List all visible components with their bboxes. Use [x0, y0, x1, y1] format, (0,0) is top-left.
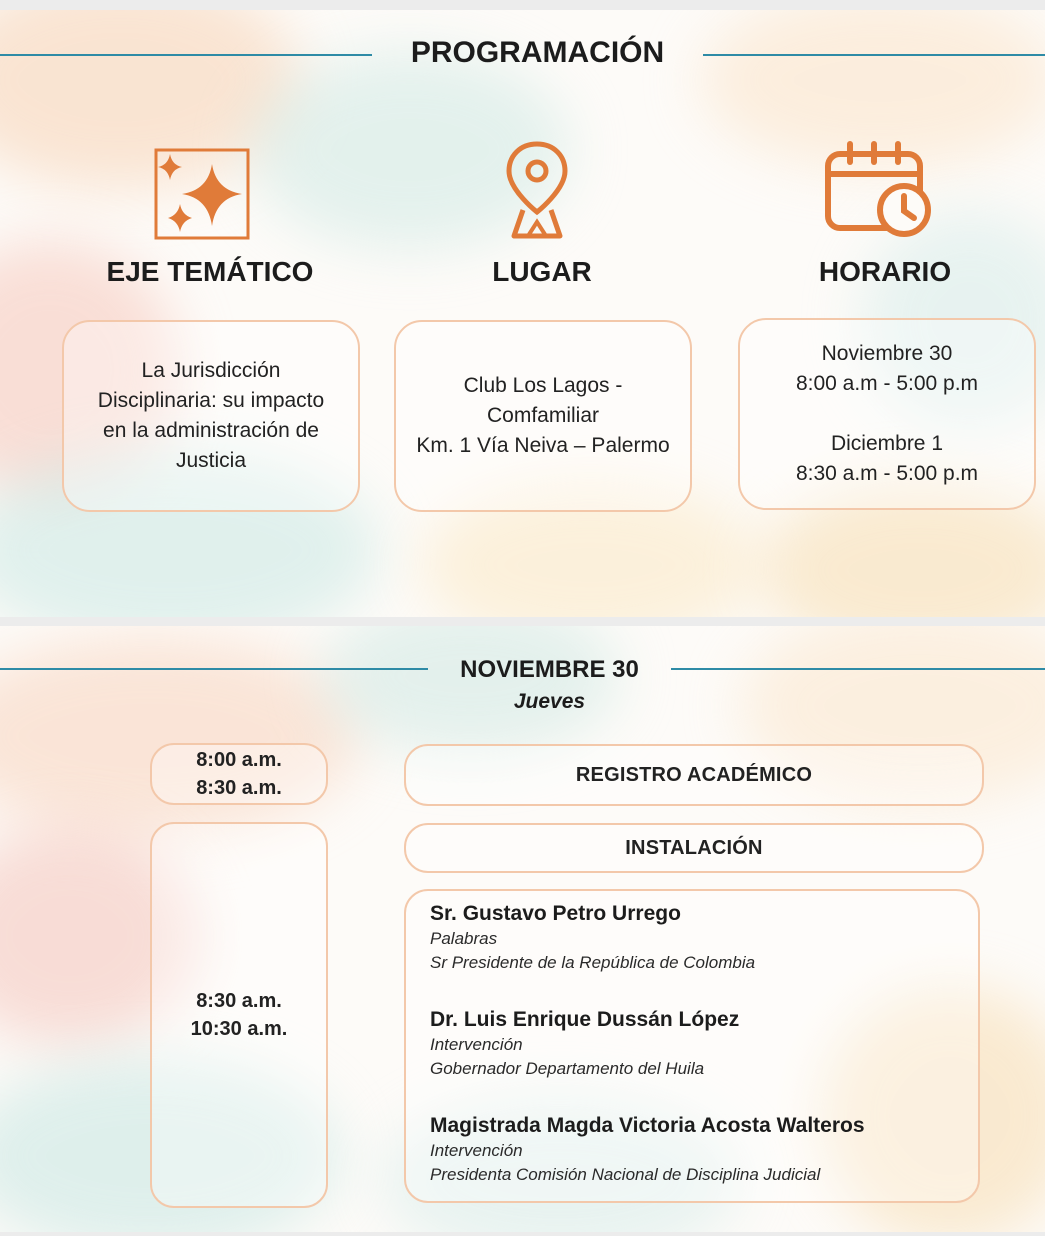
- theme-card: [62, 320, 360, 512]
- page-title: PROGRAMACIÓN: [410, 36, 665, 69]
- column-heading-place: LUGAR: [492, 256, 592, 287]
- calendar-clock-icon: [824, 140, 934, 240]
- date-rule-right: [671, 668, 1045, 670]
- speaker-role: Palabras: [430, 929, 498, 948]
- speaker-name: Dr. Luis Enrique Dussán López: [430, 1008, 740, 1031]
- slot-end-time: 10:30 a.m.: [190, 1018, 288, 1040]
- column-heading-schedule: HORARIO: [818, 256, 952, 287]
- card-line: La Jurisdicción: [141, 359, 281, 382]
- card-line: Disciplinaria: su impacto: [97, 389, 325, 412]
- day-date: NOVIEMBRE 30: [460, 656, 639, 683]
- speakers-card: [404, 889, 980, 1203]
- speaker-name: Magistrada Magda Victoria Acosta Walteros: [430, 1114, 865, 1137]
- sparkles-icon: [154, 148, 250, 240]
- slot-end-time: 8:30 a.m.: [196, 777, 282, 799]
- watercolor-blob: [0, 636, 360, 836]
- title-rule-right: [703, 54, 1045, 56]
- speaker-role: Intervención: [430, 1035, 523, 1054]
- date-rule-left: [0, 668, 428, 670]
- location-pin-icon: [504, 140, 570, 240]
- day-schedule-panel: [0, 626, 1045, 1232]
- speaker-role: Intervención: [430, 1141, 523, 1160]
- session-installation: INSTALACIÓN: [404, 823, 984, 873]
- schedule-card: [738, 318, 1036, 510]
- program-panel: [0, 10, 1045, 617]
- session-registration: REGISTRO ACADÉMICO: [404, 744, 984, 806]
- speaker-item: [430, 1007, 739, 1081]
- card-line: Km. 1 Vía Neiva – Palermo: [416, 434, 670, 457]
- speaker-position: Gobernador Departamento del Huila: [430, 1059, 705, 1078]
- card-line: Comfamiliar: [486, 404, 599, 427]
- time-slot-registration: [150, 743, 328, 805]
- card-line: Noviembre 30: [821, 342, 953, 365]
- card-line: Diciembre 1: [830, 432, 944, 455]
- speaker-item: [430, 1113, 865, 1187]
- slot-start-time: 8:00 a.m.: [196, 749, 282, 771]
- place-card: [394, 320, 692, 512]
- speaker-position: Sr Presidente de la República de Colombia: [430, 953, 756, 972]
- card-line: Justicia: [175, 449, 247, 472]
- speaker-position: Presidenta Comisión Nacional de Disciplina Judicial: [430, 1165, 821, 1184]
- column-heading-theme: EJE TEMÁTICO: [106, 256, 314, 287]
- card-line: 8:00 a.m - 5:00 p.m: [795, 372, 979, 395]
- speaker-item: [430, 901, 755, 975]
- speaker-name: Sr. Gustavo Petro Urrego: [430, 902, 681, 925]
- day-weekday: Jueves: [513, 690, 586, 713]
- card-line: en la administración de: [103, 419, 319, 442]
- card-line: 8:30 a.m - 5:00 p.m: [795, 462, 979, 485]
- time-slot-installation: [150, 822, 328, 1208]
- title-rule-left: [0, 54, 372, 56]
- slot-start-time: 8:30 a.m.: [196, 990, 282, 1012]
- card-line: Club Los Lagos -: [463, 374, 623, 397]
